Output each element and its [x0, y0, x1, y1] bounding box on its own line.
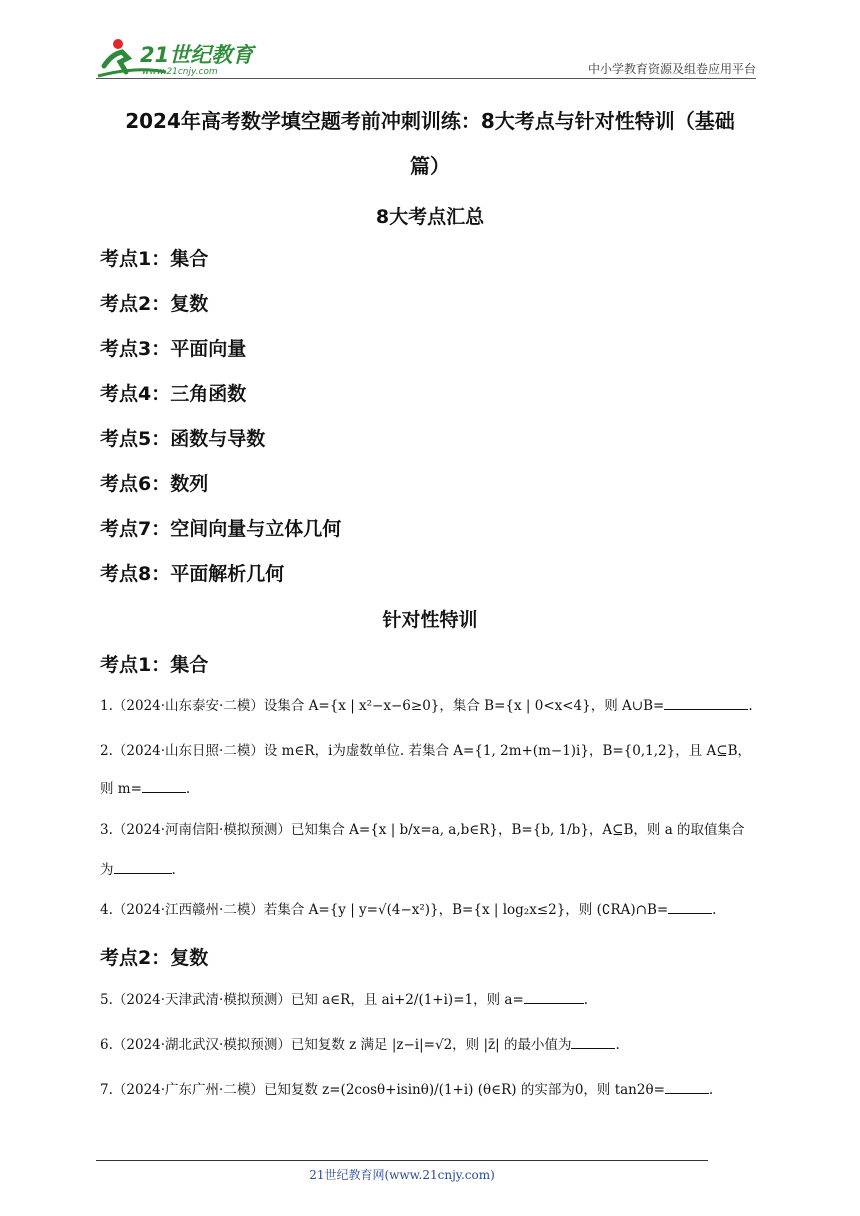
- answer-blank[interactable]: [668, 901, 712, 914]
- question-5: 5.（2024·天津武清·模拟预测）已知 a∈R，且 ai+2/(1+i)=1，则 a= .: [100, 992, 589, 1008]
- topic-item: 考点6：数列: [100, 473, 209, 495]
- topic-item: 考点4：三角函数: [100, 383, 247, 405]
- summary-title: 8大考点汇总: [375, 206, 485, 228]
- topic-item: 考点3：平面向量: [100, 338, 247, 360]
- question-1: 1.（2024·山东泰安·二模）设集合 A={x | x²−x−6≥0}，集合 B={x | 0<x<4}，则 A∪B= .: [100, 698, 753, 714]
- question-4: 4.（2024·江西赣州·二模）若集合 A={y | y=√(4−x²)}，B={x | log₂x≤2}，则 (∁RA)∩B= .: [100, 902, 717, 918]
- question-2-line2: 则 m= .: [100, 781, 191, 797]
- footer-link[interactable]: 21世纪教育网(www.21cnjy.com): [309, 1168, 495, 1182]
- question-7: 7.（2024·广东广州·二模）已知复数 z=(2cosθ+isinθ)/(1+i) (θ∈R) 的实部为0，则 tan2θ= .: [100, 1082, 714, 1098]
- question-3-line2: 为 .: [100, 862, 176, 878]
- page-header: [96, 36, 756, 80]
- topic-item: 考点1：集合: [100, 248, 209, 270]
- footer-divider: [96, 1160, 708, 1161]
- question-2: 2.（2024·山东日照·二模）设 m∈R，i为虚数单位. 若集合 A={1, 2m+(m−1)i}，B={0,1,2}，且 A⊆B，: [100, 743, 751, 759]
- question-3: 3.（2024·河南信阳·模拟预测）已知集合 A={x | b/x=a, a,b∈R}，B={b, 1/b}，A⊆B，则 a 的取值集合: [100, 822, 745, 838]
- training-title: 针对性特训: [382, 609, 478, 631]
- page-title-line2: 篇）: [410, 154, 450, 178]
- section-heading: 考点1：集合: [100, 654, 209, 676]
- topic-item: 考点7：空间向量与立体几何: [100, 518, 342, 540]
- answer-blank[interactable]: [665, 1081, 709, 1094]
- topic-item: 考点8：平面解析几何: [100, 563, 285, 585]
- svg-text:www.21cnjy.com: www.21cnjy.com: [142, 67, 218, 77]
- runner-logo-icon: [96, 36, 266, 80]
- svg-text:21世纪教育: 21世纪教育: [140, 43, 254, 67]
- topic-item: 考点2：复数: [100, 293, 209, 315]
- page-title-line1: 2024年高考数学填空题考前冲刺训练：8大考点与针对性特训（基础: [125, 109, 735, 133]
- header-divider: [96, 78, 756, 79]
- logo: [96, 36, 266, 80]
- question-6: 6.（2024·湖北武汉·模拟预测）已知复数 z 满足 |z−i|=√2，则 |z̄| 的最小值为 .: [100, 1037, 620, 1053]
- site-name: 中小学教育资源及组卷应用平台: [587, 62, 756, 76]
- topic-item: 考点5：函数与导数: [100, 428, 266, 450]
- answer-blank[interactable]: [524, 991, 584, 1004]
- answer-blank[interactable]: [142, 780, 186, 793]
- answer-blank[interactable]: [664, 697, 748, 710]
- section-heading: 考点2：复数: [100, 947, 209, 969]
- answer-blank[interactable]: [114, 861, 172, 874]
- answer-blank[interactable]: [571, 1036, 615, 1049]
